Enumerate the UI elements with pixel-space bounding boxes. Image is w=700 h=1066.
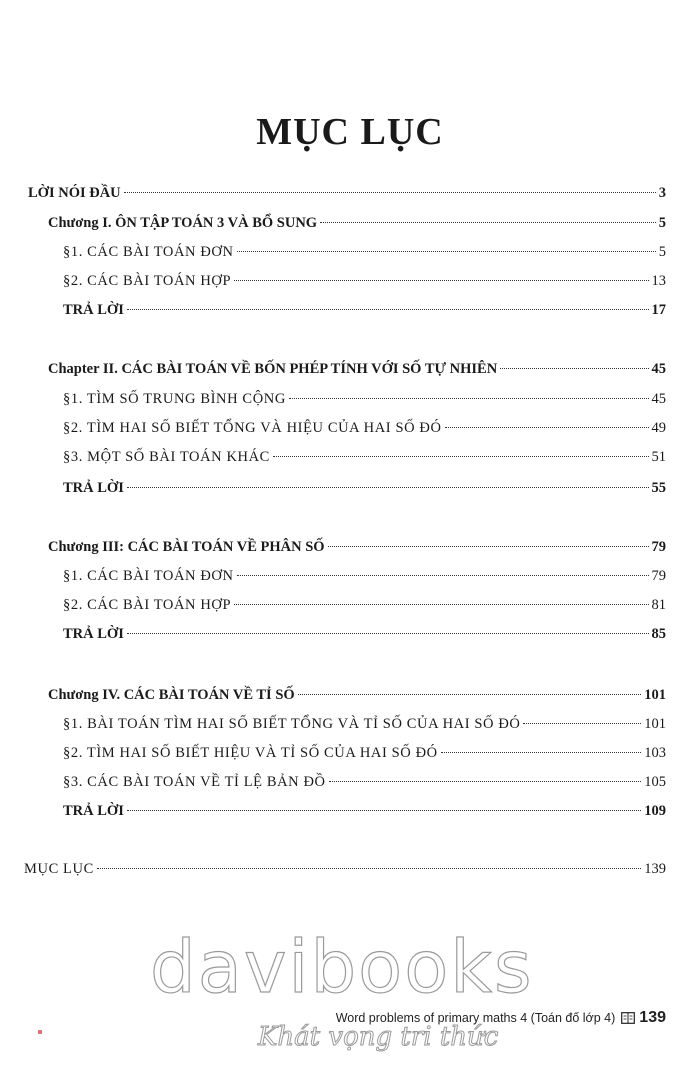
page-number: 81 xyxy=(651,597,666,613)
toc-section[interactable]: §1. BÀI TOÁN TÌM HAI SỐ BIẾT TỔNG VÀ TỈ SỐ CỦA HAI SỐ ĐÓ 101 xyxy=(63,716,666,732)
toc-chapter-2[interactable]: Chapter II. CÁC BÀI TOÁN VỀ BỐN PHÉP TÍNH VỚI SỐ TỰ NHIÊN 45 xyxy=(48,361,666,377)
page-number: 45 xyxy=(651,361,666,377)
toc-section[interactable]: §2. CÁC BÀI TOÁN HỢP 81 xyxy=(63,597,666,613)
footer-page-number: 139 xyxy=(639,1009,666,1026)
toc-chapter-3[interactable]: Chương III: CÁC BÀI TOÁN VỀ PHÂN SỐ 79 xyxy=(48,539,666,555)
toc-section[interactable]: §3. MỘT SỐ BÀI TOÁN KHÁC 51 xyxy=(63,449,666,465)
watermark-slogan: Khát vọng tri thức xyxy=(258,1022,499,1052)
page-title: MỤC LỤC xyxy=(256,111,444,153)
page-number: 103 xyxy=(644,745,666,761)
toc-section[interactable]: §2. TÌM HAI SỐ BIẾT HIỆU VÀ TỈ SỐ CỦA HAI SỐ ĐÓ 103 xyxy=(63,745,666,761)
watermark-brand: davibooks xyxy=(150,925,534,1009)
page-number: 49 xyxy=(651,420,666,436)
page-number: 55 xyxy=(651,480,666,496)
page-number: 5 xyxy=(658,215,666,231)
footer-book-title: Word problems of primary maths 4 (Toán đố lớp 4) xyxy=(335,1011,616,1025)
page-number: 17 xyxy=(651,302,666,318)
toc-answers[interactable]: TRẢ LỜI 55 xyxy=(63,480,666,496)
corner-mark xyxy=(38,1030,42,1034)
page-number: 79 xyxy=(651,568,666,584)
toc-answers[interactable]: TRẢ LỜI 17 xyxy=(63,302,666,318)
page-number: 101 xyxy=(644,716,666,732)
toc-answers[interactable]: TRẢ LỜI 85 xyxy=(63,626,666,642)
page-number: 139 xyxy=(644,861,666,877)
page-number: 85 xyxy=(651,626,666,642)
toc-section[interactable]: §1. CÁC BÀI TOÁN ĐƠN 79 xyxy=(63,568,666,584)
page-number: 13 xyxy=(651,273,666,289)
toc-section[interactable]: §2. TÌM HAI SỐ BIẾT TỔNG VÀ HIỆU CỦA HAI SỐ ĐÓ 49 xyxy=(63,420,666,436)
toc-answers[interactable]: TRẢ LỜI 109 xyxy=(63,803,666,819)
page-number: 3 xyxy=(658,185,666,201)
toc-chapter-4[interactable]: Chương IV. CÁC BÀI TOÁN VỀ TỈ SỐ 101 xyxy=(48,687,666,703)
toc-entry-contents[interactable]: MỤC LỤC 139 xyxy=(24,861,666,877)
page-number: 101 xyxy=(644,687,666,703)
page-number: 105 xyxy=(644,774,666,790)
page-number: 79 xyxy=(651,539,666,555)
toc-section[interactable]: §3. CÁC BÀI TOÁN VỀ TỈ LỆ BẢN ĐỒ 105 xyxy=(63,774,666,790)
book-icon xyxy=(621,1012,635,1024)
page-number: 51 xyxy=(651,449,666,465)
toc-chapter-1[interactable]: Chương I. ÔN TẬP TOÁN 3 VÀ BỔ SUNG 5 xyxy=(48,215,666,231)
page-number: 45 xyxy=(651,391,666,407)
page-number: 109 xyxy=(644,803,666,819)
toc-entry-preface[interactable]: LỜI NÓI ĐẦU 3 xyxy=(28,185,666,201)
toc-section[interactable]: §1. CÁC BÀI TOÁN ĐƠN 5 xyxy=(63,244,666,260)
toc-section[interactable]: §1. TÌM SỐ TRUNG BÌNH CỘNG 45 xyxy=(63,391,666,407)
toc-section[interactable]: §2. CÁC BÀI TOÁN HỢP 13 xyxy=(63,273,666,289)
page-number: 5 xyxy=(658,244,666,260)
